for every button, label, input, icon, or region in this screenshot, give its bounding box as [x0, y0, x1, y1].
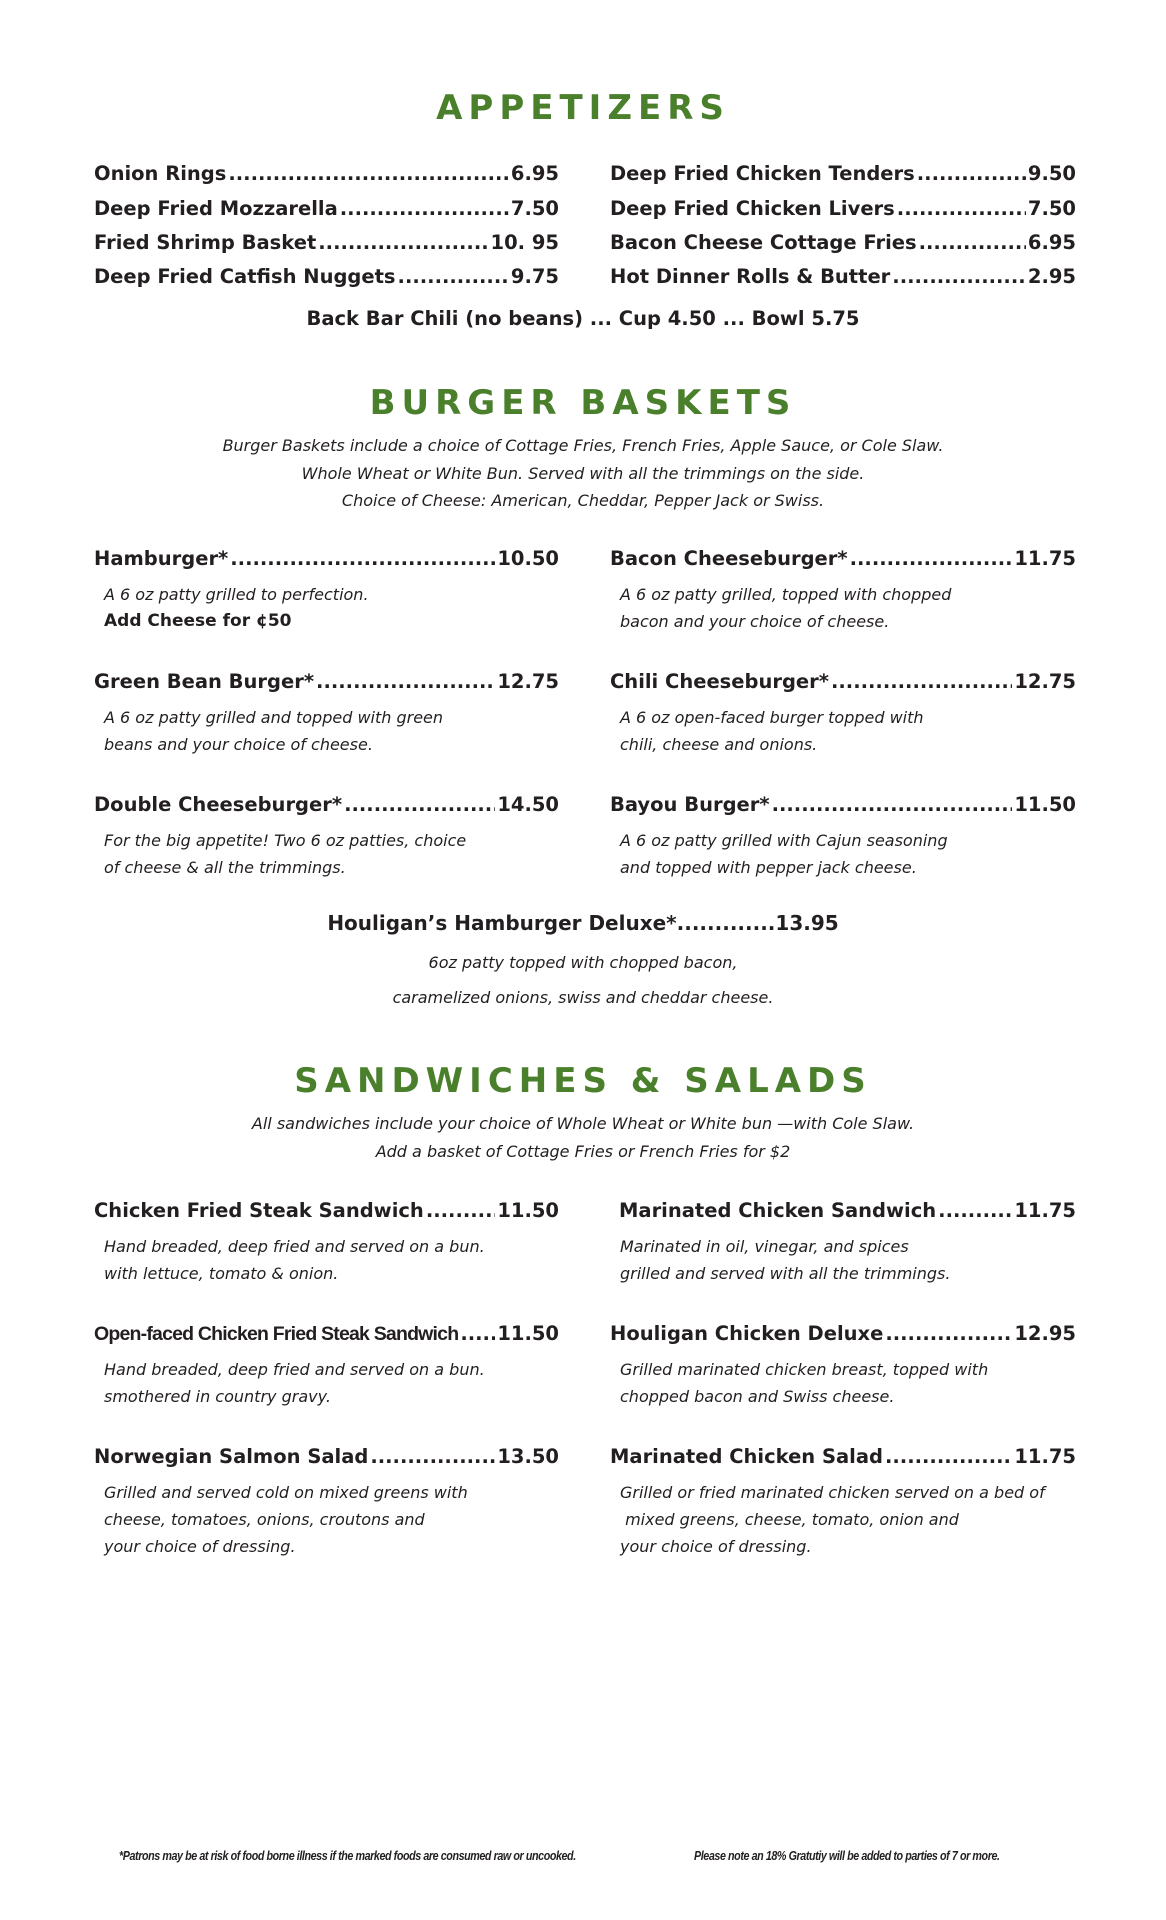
item-price: 11.75 — [1014, 1445, 1076, 1468]
item-name: Deep Fried Catfish Nuggets — [94, 265, 396, 288]
intro-line: Choice of Cheese: American, Cheddar, Pepper Jack or Swiss. — [341, 491, 825, 510]
item-price: 11.75 — [1014, 1199, 1076, 1222]
item-description — [620, 827, 948, 881]
menu-item — [610, 265, 1076, 288]
item-name: Fried Shrimp Basket — [94, 231, 317, 254]
menu-item — [610, 162, 1076, 185]
item-price: 6.95 — [510, 162, 559, 185]
item-name: Norwegian Salmon Salad — [94, 1445, 369, 1468]
leader-dots — [460, 1322, 495, 1345]
desc-line: Hand breaded, deep fried and served on a bun. — [104, 1360, 485, 1379]
intro-line: All sandwiches include your choice of Whole Wheat or White bun —with Cole Slaw. — [251, 1114, 915, 1133]
item-name: Bayou Burger* — [610, 793, 770, 816]
item-price: 7.50 — [1027, 197, 1076, 220]
item-price: 11.50 — [1014, 793, 1076, 816]
menu-item — [94, 197, 559, 220]
leader-dots — [228, 162, 509, 185]
add-cheese-note: Add Cheese for ¢50 — [104, 611, 292, 631]
desc-line: A 6 oz patty grilled with Cajun seasoning — [620, 831, 948, 850]
leader-dots — [316, 670, 495, 693]
desc-line: A 6 oz patty grilled and topped with green — [104, 708, 444, 727]
intro-line: Add a basket of Cottage Fries or French Fries for $2 — [375, 1141, 791, 1161]
leader-dots — [917, 162, 1026, 185]
leader-dots — [850, 547, 1013, 570]
menu-item — [610, 793, 1076, 816]
item-price: 14.50 — [497, 793, 559, 816]
menu-item — [610, 197, 1076, 220]
desc-line: chopped bacon and Swiss cheese. — [620, 1387, 895, 1406]
item-name: Bacon Cheeseburger* — [610, 547, 848, 570]
desc-line: For the big appetite! Two 6 oz patties, choice — [104, 831, 467, 850]
item-description — [104, 1479, 468, 1560]
menu-item — [94, 1199, 559, 1222]
desc-line: A 6 oz open-faced burger topped with — [620, 708, 924, 727]
menu-item — [610, 1445, 1076, 1468]
desc-line: Marinated in oil, vinegar, and spices — [620, 1237, 909, 1256]
item-name: Marinated Chicken Salad — [610, 1445, 883, 1468]
intro-line: Burger Baskets include a choice of Cottage Fries, French Fries, Apple Sauce, or Cole Slaw. — [222, 436, 944, 455]
item-price: 2.95 — [1027, 265, 1076, 288]
menu-item — [94, 1322, 559, 1346]
item-price: 10. 95 — [490, 231, 559, 254]
menu-item — [610, 670, 1076, 693]
item-price: 6.95 — [1027, 231, 1076, 254]
desc-line: of cheese & all the trimmings. — [104, 858, 346, 877]
desc-line: your choice of dressing. — [620, 1537, 812, 1556]
sandwiches-intro — [0, 1110, 1166, 1165]
item-price: 9.50 — [1027, 162, 1076, 185]
leader-dots — [426, 1199, 495, 1222]
item-name: Bacon Cheese Cottage Fries — [610, 231, 917, 254]
leader-dots — [340, 197, 509, 220]
menu-item — [94, 265, 559, 288]
desc-line: cheese, tomatoes, onions, croutons and — [104, 1510, 425, 1529]
menu-item — [610, 231, 1076, 254]
item-name: Hamburger* — [94, 547, 229, 570]
item-name: Double Cheeseburger* — [94, 793, 343, 816]
deluxe-description: 6oz patty topped with chopped bacon, — [428, 953, 738, 972]
item-description — [104, 704, 443, 758]
leader-dots — [938, 1199, 1012, 1222]
item-name: Green Bean Burger* — [94, 670, 315, 693]
menu-item — [94, 547, 559, 570]
item-description — [620, 581, 951, 635]
leader-dots — [344, 793, 495, 816]
menu-item — [94, 162, 559, 185]
leader-dots — [772, 793, 1013, 816]
menu-item — [619, 1199, 1076, 1222]
desc-line: beans and your choice of cheese. — [104, 735, 373, 754]
desc-line: Grilled marinated chicken breast, topped with — [620, 1360, 989, 1379]
menu-item — [94, 231, 559, 254]
sandwiches-salads-heading: SANDWICHES & SALADS — [294, 1061, 872, 1101]
item-name: Deep Fried Chicken Livers — [610, 197, 895, 220]
hamburger-deluxe: Houligan’s Hamburger Deluxe*.............13.95 — [327, 911, 839, 935]
leader-dots — [892, 265, 1026, 288]
menu-item — [610, 1322, 1076, 1345]
item-price: 9.75 — [510, 265, 559, 288]
desc-line: Grilled and served cold on mixed greens with — [104, 1483, 468, 1502]
item-name: Chili Cheeseburger* — [610, 670, 829, 693]
desc-line: A 6 oz patty grilled, topped with chopped — [620, 585, 952, 604]
desc-line: Hand breaded, deep fried and served on a bun. — [104, 1237, 485, 1256]
leader-dots — [831, 670, 1012, 693]
gratuity-footnote: Please note an 18% Gratutiy will be added to parties of 7 or more. — [694, 1849, 1000, 1863]
item-description — [620, 1233, 950, 1287]
item-description — [104, 1233, 485, 1287]
burger-intro — [0, 432, 1166, 515]
item-description — [104, 1356, 485, 1410]
item-price: 12.75 — [497, 670, 559, 693]
food-safety-footnote: *Patrons may be at risk of food borne illness if the marked foods are consumed raw or uncooked. — [119, 1849, 576, 1863]
menu-item — [94, 1445, 559, 1468]
desc-line: grilled and served with all the trimmings. — [620, 1264, 951, 1283]
item-name: Chicken Fried Steak Sandwich — [94, 1199, 424, 1222]
leader-dots — [318, 231, 488, 254]
desc-line: your choice of dressing. — [104, 1537, 296, 1556]
burger-baskets-heading: BURGER BASKETS — [369, 383, 797, 423]
menu-item — [94, 670, 559, 693]
item-description — [620, 1479, 1045, 1560]
item-price: 11.50 — [497, 1199, 559, 1222]
desc-line: mixed greens, cheese, tomato, onion and — [620, 1510, 959, 1529]
item-description — [620, 704, 924, 758]
menu-item — [94, 793, 559, 816]
item-name: Houligan Chicken Deluxe — [610, 1322, 884, 1345]
desc-line: smothered in country gravy. — [104, 1387, 331, 1406]
chili-line: Back Bar Chili (no beans) ... Cup 4.50 ... Bowl 5.75 — [306, 307, 860, 330]
item-name: Hot Dinner Rolls & Butter — [610, 265, 891, 288]
deluxe-description: caramelized onions, swiss and cheddar cheese. — [392, 988, 774, 1007]
item-description — [620, 1356, 988, 1410]
item-price: 12.95 — [1014, 1322, 1076, 1345]
item-price: 11.75 — [1014, 547, 1076, 570]
menu-item — [610, 547, 1076, 570]
item-price: 13.50 — [497, 1445, 559, 1468]
leader-dots — [230, 547, 495, 570]
item-price: 10.50 — [497, 547, 559, 570]
leader-dots — [897, 197, 1026, 220]
item-description — [104, 581, 369, 635]
item-name: Onion Rings — [94, 162, 227, 185]
desc-line: chili, cheese and onions. — [620, 735, 818, 754]
desc-line: and topped with pepper jack cheese. — [620, 858, 917, 877]
desc-line: with lettuce, tomato & onion. — [104, 1264, 339, 1283]
leader-dots — [370, 1445, 495, 1468]
item-name: Open-faced Chicken Fried Steak Sandwich — [94, 1323, 459, 1345]
leader-dots — [885, 1445, 1012, 1468]
desc-line: bacon and your choice of cheese. — [620, 612, 890, 631]
leader-dots — [919, 231, 1026, 254]
desc-line: A 6 oz patty grilled to perfection. — [104, 585, 369, 604]
item-name: Deep Fried Mozzarella — [94, 197, 338, 220]
leader-dots — [398, 265, 509, 288]
intro-line: Whole Wheat or White Bun. Served with all the trimmings on the side. — [301, 463, 865, 483]
leader-dots — [885, 1322, 1012, 1345]
item-price: 12.75 — [1014, 670, 1076, 693]
item-description — [104, 827, 466, 881]
item-name: Deep Fried Chicken Tenders — [610, 162, 915, 185]
item-name: Marinated Chicken Sandwich — [619, 1199, 937, 1222]
appetizers-heading: APPETIZERS — [436, 88, 730, 128]
item-price: 7.50 — [510, 197, 559, 220]
item-price: 11.50 — [497, 1322, 559, 1345]
desc-line: Grilled or fried marinated chicken served on a bed of — [620, 1483, 1045, 1502]
